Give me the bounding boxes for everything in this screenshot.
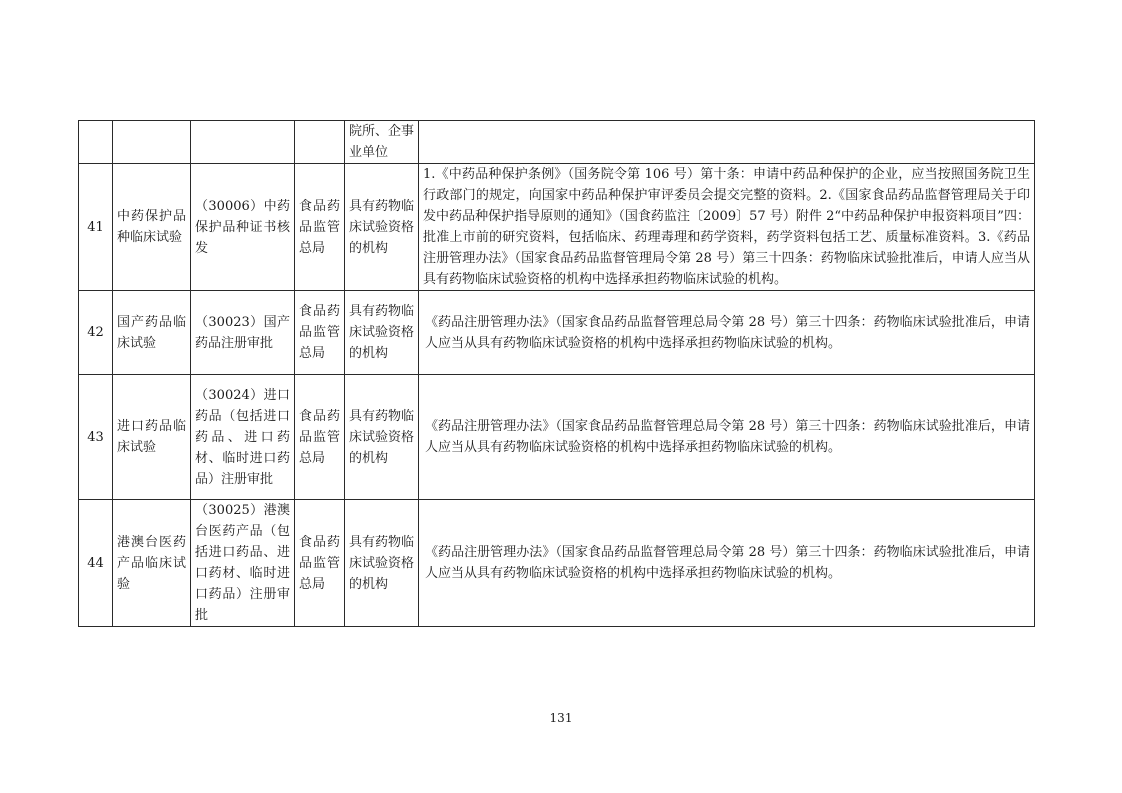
cell-name: 港澳台医药产品临床试验 xyxy=(113,500,191,627)
table-row-continued xyxy=(79,121,1035,164)
cell-dept: 食品药品监管总局 xyxy=(295,164,345,291)
cell-basis: 1.《中药品种保护条例》（国务院令第 106 号）第十条：申请中药品种保护的企业，应当按照国务院卫生行政部门的规定，向国家中药品种保护审评委员会提交完整的资料。2.《国家食品药品监督管理局关于印发中药品种保护指导原则的通知》（国食药监注〔2009〕57 号）附件 2“中药品种保护申报资料项目”四：批准上市前的研究资料，包括临床、药理毒理和药学资料，药学资料包括工艺、质量标准资料。3.《药品注册管理办法》（国家食品药品监督管理局令第 28 号）第三十四条：药物临床试验批准后，申请人应当从具有药物临床试验资格的机构中选择承担药物临床试验的机构。 xyxy=(419,164,1035,291)
cell-dept: 食品药品监管总局 xyxy=(295,500,345,627)
page-number: 131 xyxy=(549,711,573,725)
cell-unit: 具有药物临床试验资格的机构 xyxy=(345,375,419,500)
cell-dept: 食品药品监管总局 xyxy=(295,375,345,500)
cell-name: 国产药品临床试验 xyxy=(113,291,191,375)
cell-dept: 食品药品监管总局 xyxy=(295,291,345,375)
cell-name-empty xyxy=(113,121,191,164)
cell-item: （30025）港澳台医药产品（包括进口药品、进口药材、临时进口药品）注册审批 xyxy=(191,500,295,627)
cell-basis: 《药品注册管理办法》（国家食品药品监督管理总局令第 28 号）第三十四条：药物临床试验批准后，申请人应当从具有药物临床试验资格的机构中选择承担药物临床试验的机构。 xyxy=(419,291,1035,375)
cell-basis-empty xyxy=(419,121,1035,164)
cell-item: （30006）中药保护品种证书核发 xyxy=(191,164,295,291)
cell-item: （30023）国产药品注册审批 xyxy=(191,291,295,375)
cell-name: 进口药品临床试验 xyxy=(113,375,191,500)
cell-item-empty xyxy=(191,121,295,164)
cell-name: 中药保护品种临床试验 xyxy=(113,164,191,291)
cell-basis: 《药品注册管理办法》（国家食品药品监督管理总局令第 28 号）第三十四条：药物临床试验批准后，申请人应当从具有药物临床试验资格的机构中选择承担药物临床试验的机构。 xyxy=(419,375,1035,500)
cell-no-empty xyxy=(79,121,113,164)
table-row xyxy=(79,291,1035,375)
cell-basis: 《药品注册管理办法》（国家食品药品监督管理总局令第 28 号）第三十四条：药物临床试验批准后，申请人应当从具有药物临床试验资格的机构中选择承担药物临床试验的机构。 xyxy=(419,500,1035,627)
cell-no: 43 xyxy=(79,375,113,500)
cell-no: 42 xyxy=(79,291,113,375)
table-row xyxy=(79,500,1035,627)
cell-no: 44 xyxy=(79,500,113,627)
cell-unit: 具有药物临床试验资格的机构 xyxy=(345,291,419,375)
cell-item: （30024）进口药品（包括进口药品、进口药材、临时进口药品）注册审批 xyxy=(191,375,295,500)
cell-no: 41 xyxy=(79,164,113,291)
cell-unit: 具有药物临床试验资格的机构 xyxy=(345,164,419,291)
table-row xyxy=(79,164,1035,291)
regulation-table xyxy=(78,120,1035,627)
cell-unit: 院所、企事业单位 xyxy=(345,121,419,164)
table-row xyxy=(79,375,1035,500)
cell-unit: 具有药物临床试验资格的机构 xyxy=(345,500,419,627)
cell-dept-empty xyxy=(295,121,345,164)
